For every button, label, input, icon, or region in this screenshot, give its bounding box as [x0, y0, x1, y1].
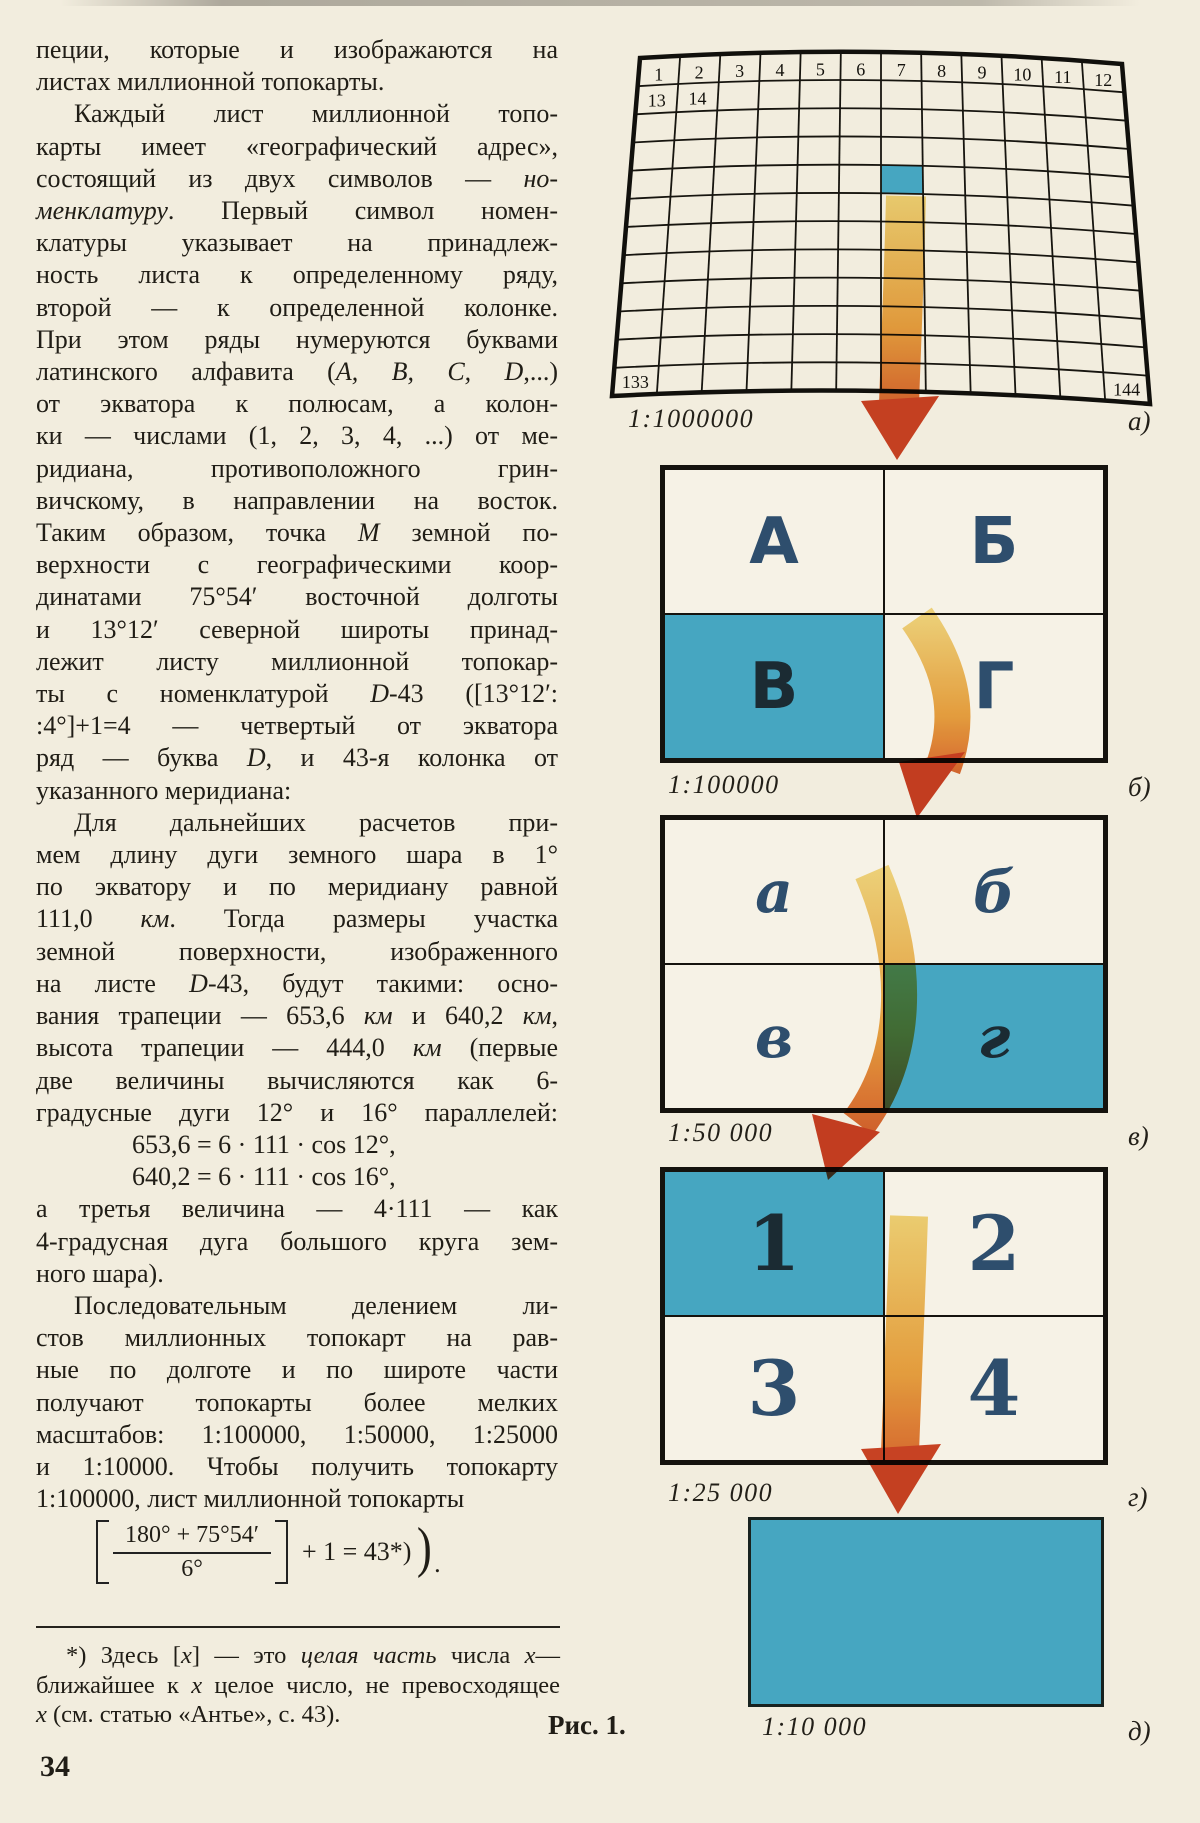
text-line: по экватору и по меридиану равной: [36, 872, 558, 902]
footnote-line: ближайшее к x целое число, не превосходящее: [36, 1671, 560, 1699]
fan-number: 6: [856, 59, 866, 80]
arrow-a-to-b: [899, 196, 906, 404]
text-line: 111,0 км. Тогда размеры участка: [36, 904, 558, 934]
grid-cell: Б: [884, 469, 1104, 614]
text-line: При этом ряды нумеруются буквами: [36, 324, 558, 354]
panel-label-g: г): [1128, 1482, 1148, 1512]
text-line: земной поверхности, изображенного: [36, 936, 558, 966]
footnote-line: x (см. статью «Антье», с. 43).: [36, 1701, 341, 1728]
scale-caption-25000: 1:25 000: [668, 1478, 774, 1507]
text-line: 1:100000, лист миллионной топокарты: [36, 1484, 465, 1514]
text-line: карты имеет «географический адрес»,: [36, 131, 558, 161]
text-line: две величины вычисляются как 6-: [36, 1065, 558, 1095]
grid-cell: 3: [664, 1316, 884, 1461]
fraction-numerator: 180° + 75°54′: [113, 1522, 271, 1554]
text-line: ки — числами (1, 2, 3, 4, ...) от ме-: [36, 421, 558, 451]
scale-caption-10000: 1:10 000: [762, 1712, 868, 1741]
fan-number: 8: [937, 60, 947, 81]
arrow-b-to-v: [917, 618, 952, 768]
formula-period: .: [434, 1549, 441, 1579]
text-line: мем длину дуги земного шара в 1°: [36, 840, 558, 870]
footnote-line: *) Здесь [x] — это целая часть числа x—: [66, 1642, 560, 1669]
grid-cell: г: [884, 964, 1104, 1109]
grid-cell: Г: [884, 614, 1104, 759]
text-line: клатуры указывает на принадлеж-: [36, 228, 558, 258]
grid-cell: В: [664, 614, 884, 759]
grid-cell: 2: [884, 1171, 1104, 1316]
text-line: указанного меридиана:: [36, 775, 292, 805]
fan-number: 13: [647, 90, 666, 111]
arrow-a-to-b-head: [861, 396, 939, 460]
text-line: стов миллионных топокарт на рав-: [36, 1323, 558, 1353]
grid-cell: 4: [884, 1316, 1104, 1461]
text-line: ность листа к определенному ряду,: [36, 260, 558, 290]
text-line: и 13°12′ северной широты принад-: [36, 614, 558, 644]
fan-number: 10: [1013, 64, 1032, 85]
grid-cell: б: [884, 819, 1104, 964]
text-line: вания трапеции — 653,6 км и 640,2 км,: [36, 1001, 558, 1031]
fan-number: 133: [621, 372, 649, 393]
text-line: верхности с географическими коор-: [36, 550, 558, 580]
text-line: второй — к определенной колонке.: [36, 292, 558, 322]
page-number: 34: [40, 1750, 70, 1783]
fan-number: 3: [735, 60, 745, 81]
text-line: а третья величина — 4·111 — как: [36, 1194, 558, 1224]
closing-paren: ): [417, 1517, 433, 1580]
grid-cell: в: [664, 964, 884, 1109]
formula-tail: + 1 = 43*): [301, 1537, 412, 1567]
panel-label-a: а): [1128, 406, 1151, 436]
scale-caption-50000: 1:50 000: [668, 1118, 774, 1147]
grid-cell: а: [664, 819, 884, 964]
panel-label-v: в): [1128, 1121, 1149, 1151]
text-line: градусные дуги 12° и 16° параллелей:: [36, 1097, 558, 1127]
text-line: получают топокарты более мелких: [36, 1387, 558, 1417]
fan-number: 4: [775, 59, 785, 80]
arrow-v-to-g: [858, 872, 899, 1124]
arrow-g-to-d: [900, 1216, 909, 1452]
fan-number: 9: [977, 62, 987, 83]
text-line: масштабов: 1:100000, 1:50000, 1:25000: [36, 1419, 558, 1449]
text-line: Каждый лист миллионной топо-: [74, 99, 558, 129]
text-line: пеции, которые и изображаются на: [36, 35, 558, 64]
text-line: вичскому, в направлении на восток.: [36, 485, 558, 515]
panel-label-b: б): [1128, 772, 1151, 802]
text-line: 653,6 = 6 · 111 · cos 12°,: [132, 1129, 396, 1159]
text-line: 640,2 = 6 · 111 · cos 16°,: [132, 1162, 396, 1192]
fan-number: 11: [1054, 66, 1072, 87]
fan-number: 144: [1113, 379, 1141, 400]
text-line: от экватора к полюсам, а колон-: [36, 389, 558, 419]
text-line: ридиана, противоположного грин-: [36, 453, 558, 483]
fraction-denominator: 6°: [181, 1555, 203, 1582]
text-line: :4°]+1=4 — четвертый от экватора: [36, 711, 558, 741]
text-line: на листе D-43, будут такими: осно-: [36, 968, 558, 998]
fan-number: 5: [815, 59, 825, 80]
text-line: менклатуру. Первый символ номен-: [36, 196, 558, 226]
text-line: листах миллионной топокарты.: [36, 67, 385, 97]
panel-label-d: д): [1128, 1716, 1151, 1746]
text-line: динатами 75°54′ восточной долготы: [36, 582, 558, 612]
text-line: ного шара).: [36, 1258, 164, 1288]
fan-number: 12: [1094, 69, 1113, 90]
scale-caption-100000: 1:100000: [668, 770, 780, 799]
text-line: и 1:10000. Чтобы получить топокарту: [36, 1451, 558, 1481]
fan-number: 14: [688, 88, 707, 109]
text-line: Последовательным делением ли-: [74, 1290, 558, 1320]
arrow-g-to-d-head: [861, 1444, 941, 1514]
fan-number: 7: [896, 59, 906, 80]
scale-caption-1000000: 1:1000000: [628, 404, 755, 433]
text-line: латинского алфавита (A, B, C, D,...): [36, 357, 558, 387]
grid-cell: 1: [664, 1171, 884, 1316]
text-line: высота трапеции — 444,0 км (первые: [36, 1033, 558, 1063]
text-line: ные по долготе и по широте части: [36, 1355, 558, 1385]
text-line: 4-градусная дуга большого круга зем-: [36, 1226, 558, 1256]
fan-number: 2: [694, 62, 704, 83]
text-line: ты с номенклатурой D-43 ([13°12′:: [36, 679, 558, 709]
text-line: Для дальнейших расчетов при-: [74, 807, 558, 837]
text-line: ряд — буква D, и 43-я колонка от: [36, 743, 559, 773]
grid-cell: А: [664, 469, 884, 614]
fan-number: 1: [654, 64, 664, 85]
arrow-b-to-v-head: [899, 752, 965, 818]
text-line: лежит листу миллионной топокар-: [36, 646, 558, 676]
text-line: состоящий из двух символов — но-: [36, 163, 558, 193]
text-line: Таким образом, точка M земной по-: [36, 518, 558, 548]
figure-label: Рис. 1.: [548, 1710, 626, 1740]
